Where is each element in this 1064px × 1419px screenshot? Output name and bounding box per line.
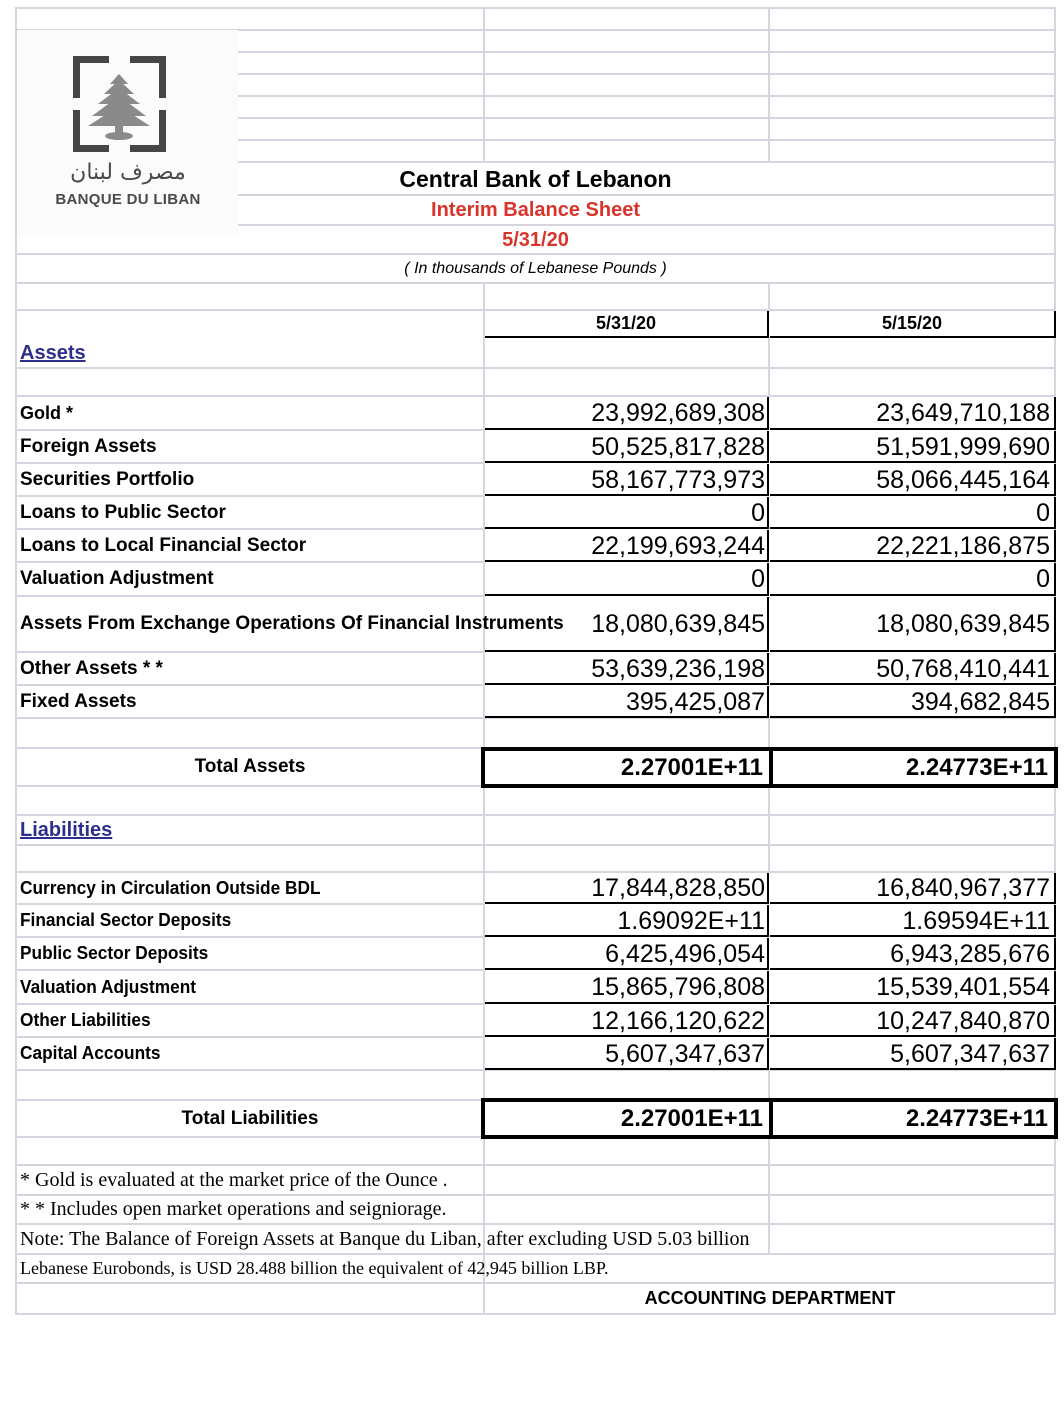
asset-label-gold: Gold * xyxy=(20,402,73,423)
liability-value-current: 15,865,796,808 xyxy=(591,973,765,1001)
asset-label-other-assets: Other Assets * * xyxy=(20,657,163,679)
liability-value-previous: 6,943,285,676 xyxy=(890,939,1050,968)
units-note: ( In thousands of Lebanese Pounds ) xyxy=(404,259,667,277)
accounting-department-signature: ACCOUNTING DEPARTMENT xyxy=(644,1288,896,1308)
asset-value-previous: 394,682,845 xyxy=(910,687,1050,716)
logo-latin-name: BANQUE DU LIBAN xyxy=(55,191,201,208)
asset-label-securities-portfolio: Securities Portfolio xyxy=(20,468,195,490)
asset-label-foreign-assets: Foreign Assets xyxy=(20,435,157,457)
column-header-5-31-20: 5/31/20 xyxy=(485,311,769,338)
liability-value-current: 17,844,828,850 xyxy=(591,874,765,902)
grid-line xyxy=(238,95,1056,97)
liability-value-current: 5,607,347,637 xyxy=(605,1039,765,1068)
total-liabilities-label: Total Liabilities xyxy=(181,1107,319,1129)
liability-value-current: 1.69092E+11 xyxy=(617,906,765,935)
liability-value-current: 6,425,496,054 xyxy=(605,939,765,968)
liability-value-previous: 5,607,347,637 xyxy=(890,1039,1050,1068)
footnote-foreign-assets-note: Note: The Balance of Foreign Assets at Banque du Liban, after excluding USD 5.03 billion xyxy=(20,1227,750,1250)
grid-line xyxy=(15,7,1056,9)
report-date: 5/31/20 xyxy=(502,228,569,251)
total-assets-current: 2.27001E+11 xyxy=(481,747,773,788)
liability-value-previous: 16,840,967,377 xyxy=(876,874,1050,902)
liability-value-previous: 10,247,840,870 xyxy=(876,1006,1050,1035)
asset-value-previous: 50,768,410,441 xyxy=(876,654,1050,683)
asset-value-previous: 18,080,639,845 xyxy=(876,610,1050,638)
grid-line xyxy=(15,844,1056,846)
grid-line xyxy=(768,1069,770,1101)
asset-label-valuation-adjustment: Valuation Adjustment xyxy=(20,568,214,589)
grid-line xyxy=(238,139,1056,141)
liability-label-valuation-adjustment: Valuation Adjustment xyxy=(20,976,197,997)
footnote-gold: * Gold is evaluated at the market price of the Ounce . xyxy=(20,1168,448,1191)
grid-line xyxy=(768,785,770,873)
liability-value-previous: 1.69594E+11 xyxy=(902,906,1050,935)
asset-value-previous: 58,066,445,164 xyxy=(876,465,1050,494)
liability-value-previous: 15,539,401,554 xyxy=(876,973,1050,1001)
grid-line xyxy=(238,73,1056,75)
grid-line xyxy=(238,51,1056,53)
asset-value-previous: 51,591,999,690 xyxy=(876,432,1050,461)
liability-label-other-liabilities: Other Liabilities xyxy=(20,1010,151,1030)
grid-line xyxy=(238,117,1056,119)
asset-label-fixed-assets: Fixed Assets xyxy=(20,690,137,712)
asset-label-loans-public-sector: Loans to Public Sector xyxy=(20,501,226,523)
liability-label-public-sector-deposits: Public Sector Deposits xyxy=(20,943,209,963)
asset-value-current: 53,639,236,198 xyxy=(591,654,765,683)
asset-value-current: 0 xyxy=(751,498,765,527)
banque-du-liban-logo xyxy=(18,30,238,235)
asset-value-previous: 22,221,186,875 xyxy=(876,531,1050,560)
grid-line xyxy=(768,282,770,312)
grid-line xyxy=(15,367,1056,369)
liability-label-currency-circulation: Currency in Circulation Outside BDL xyxy=(20,877,321,898)
total-liabilities-previous: 2.24773E+11 xyxy=(769,1098,1058,1139)
asset-value-current: 58,167,773,973 xyxy=(591,465,765,494)
asset-value-current: 22,199,693,244 xyxy=(591,531,765,560)
asset-value-previous: 0 xyxy=(1036,498,1050,527)
grid-line xyxy=(768,7,770,162)
logo-arabic-name: مصرف لبنان xyxy=(70,160,186,185)
asset-label-loans-local-financial-sector: Loans to Local Financial Sector xyxy=(20,534,307,556)
asset-value-current: 50,525,817,828 xyxy=(591,432,765,461)
liability-label-capital-accounts: Capital Accounts xyxy=(20,1043,161,1063)
grid-line xyxy=(15,814,1056,816)
liability-label-financial-sector-deposits: Financial Sector Deposits xyxy=(20,910,232,930)
liability-value-current: 12,166,120,622 xyxy=(591,1006,765,1035)
footnote-other-assets: * * Includes open market operations and seigniorage. xyxy=(20,1198,447,1220)
asset-value-previous: 0 xyxy=(1036,565,1050,593)
assets-section-heading: Assets xyxy=(20,341,86,364)
grid-line xyxy=(15,282,1056,284)
asset-value-previous: 23,649,710,188 xyxy=(876,399,1050,427)
grid-line xyxy=(768,717,770,749)
footnote-eurobonds: Lebanese Eurobonds, is USD 28.488 billion the equivalent of 42,945 billion LBP. xyxy=(20,1258,609,1278)
bank-name: Central Bank of Lebanon xyxy=(399,165,672,192)
asset-value-current: 395,425,087 xyxy=(625,687,765,716)
column-header-5-15-20: 5/15/20 xyxy=(770,311,1056,338)
grid-line xyxy=(15,1313,1056,1315)
total-assets-label: Total Assets xyxy=(194,756,306,777)
grid-line xyxy=(768,338,770,396)
grid-line xyxy=(483,7,485,162)
asset-label-exchange-operations: Assets From Exchange Operations Of Financial Instruments xyxy=(20,613,564,634)
asset-value-current: 23,992,689,308 xyxy=(591,399,765,427)
report-title: Interim Balance Sheet xyxy=(431,198,640,221)
total-assets-previous: 2.24773E+11 xyxy=(769,747,1058,788)
grid-line xyxy=(768,1136,770,1254)
asset-value-current: 18,080,639,845 xyxy=(591,610,765,638)
total-liabilities-current: 2.27001E+11 xyxy=(481,1098,773,1139)
liabilities-section-heading: Liabilities xyxy=(20,818,113,841)
asset-value-current: 0 xyxy=(751,565,765,593)
